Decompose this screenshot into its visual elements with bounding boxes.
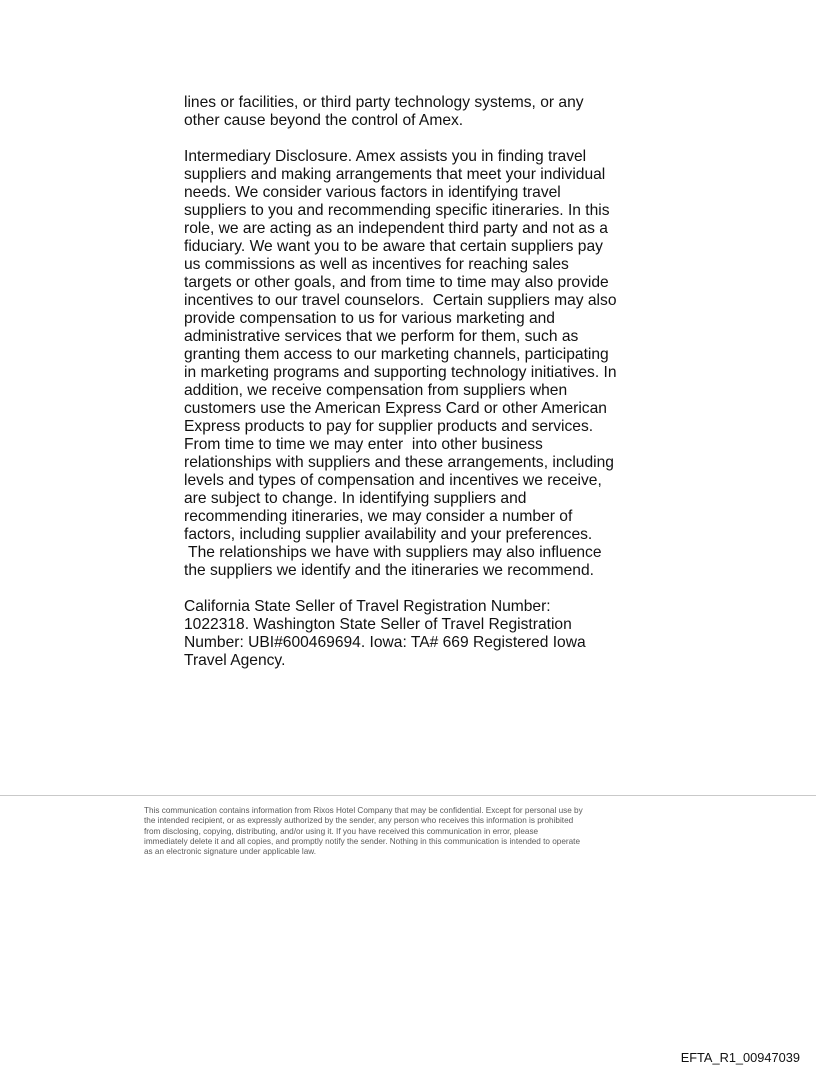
text-line: recommending itineraries, we may consider a number of [184,508,573,525]
text-line: factors, including supplier availability and your preferences. [184,526,593,543]
text-line: administrative services that we perform for them, such as [184,328,579,345]
footer-divider [0,795,816,796]
text-line: California State Seller of Travel Registration Number: [184,598,551,615]
paragraph-continuation [184,94,639,130]
text-line: Express products to pay for supplier products and services. [184,418,594,435]
text-line: customers use the American Express Card or other American [184,400,607,417]
footer-line: the intended recipient, or as expressly authorized by the sender, any person who receives this information is prohibited [144,816,574,826]
text-line: are subject to change. In identifying suppliers and [184,490,527,507]
footer-line: immediately delete it and all copies, and promptly notify the sender. Nothing in this communication is intended to operate [144,836,581,846]
text-line: addition, we receive compensation from suppliers when [184,382,568,399]
paragraph-registration-numbers [184,598,639,670]
bates-number: EFTA_R1_00947039 [680,1050,800,1065]
text-line: relationships with suppliers and these arrangements, including [184,454,614,471]
text-line: From time to time we may enter into other business [184,436,543,453]
text-line: other cause beyond the control of Amex. [184,112,464,129]
footer-line: from disclosing, copying, distributing, and/or using it. If you have received this communication in error, please [144,826,539,836]
text-line: granting them access to our marketing channels, participating [184,346,609,363]
text-line: incentives to our travel counselors. Certain suppliers may also [184,292,617,309]
text-line: The relationships we have with suppliers may also influence [184,544,602,561]
text-line: fiduciary. We want you to be aware that certain suppliers pay [184,238,603,255]
text-line: suppliers to you and recommending specific itineraries. In this [184,202,610,219]
text-line: Intermediary Disclosure. Amex assists you in finding travel [184,148,587,165]
text-line: us commissions as well as incentives for reaching sales [184,256,569,273]
document-body [184,94,639,688]
footer-line: as an electronic signature under applicable law. [144,847,317,857]
text-line: needs. We consider various factors in identifying travel [184,184,561,201]
text-line: in marketing programs and supporting technology initiatives. In [184,364,617,381]
text-line: Travel Agency. [184,652,286,669]
confidentiality-notice [144,806,674,857]
text-line: suppliers and making arrangements that meet your individual [184,166,606,183]
text-line: 1022318. Washington State Seller of Travel Registration [184,616,572,633]
text-line: role, we are acting as an independent third party and not as a [184,220,608,237]
text-line: Number: UBI#600469694. Iowa: TA# 669 Registered Iowa [184,634,586,651]
text-line: levels and types of compensation and incentives we receive, [184,472,602,489]
text-line: the suppliers we identify and the itineraries we recommend. [184,562,594,579]
footer-line: This communication contains information from Rixos Hotel Company that may be confidential. Except for personal use by [144,806,583,815]
text-line: lines or facilities, or third party technology systems, or any [184,94,584,111]
text-line: targets or other goals, and from time to time may also provide [184,274,609,291]
text-line: provide compensation to us for various marketing and [184,310,555,327]
paragraph-intermediary-disclosure [184,148,639,580]
